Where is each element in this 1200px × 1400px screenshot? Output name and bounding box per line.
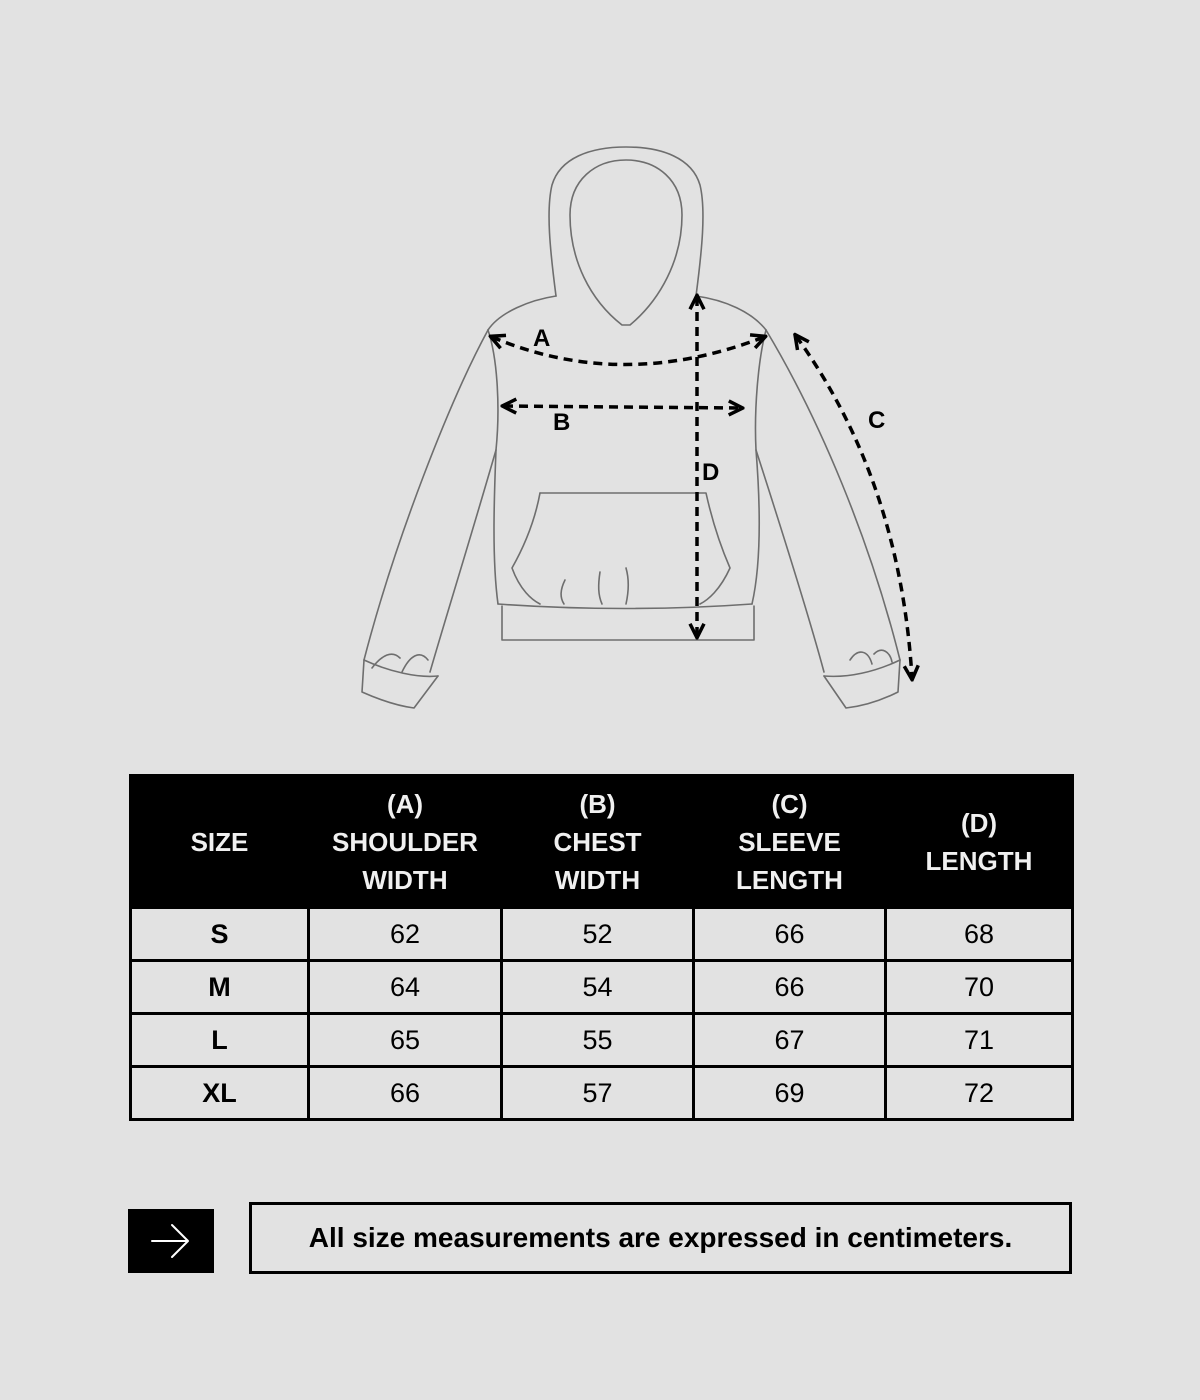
table-row [131,908,1073,961]
label-c: C [868,407,886,434]
header-line: LENGTH [925,845,1033,876]
header-line: SHOULDER [332,826,478,857]
measurement-arrows [492,297,912,678]
length-cell: 70 [886,961,1073,1014]
sleeve-cell: 66 [694,908,886,961]
header-line: (B) [579,788,616,819]
header-line: SLEEVE [738,826,841,857]
header-line: (A) [386,788,424,819]
size-cell: L [131,1014,309,1067]
hoodie-outline [362,147,900,708]
table-row [131,1014,1073,1067]
chest-arrow [504,406,741,408]
size-cell: XL [131,1067,309,1120]
header-line: WIDTH [362,864,448,895]
sleeve-arrow [796,336,912,678]
header-chest-width [502,776,694,908]
header-length [886,776,1073,908]
header-line: WIDTH [554,864,641,895]
arrow-badge [128,1209,214,1273]
length-cell: 72 [886,1067,1073,1120]
header-shoulder-width [309,776,502,908]
shoulder-cell: 64 [309,961,502,1014]
length-cell: 71 [886,1014,1073,1067]
chest-cell: 52 [502,908,694,961]
header-line: SIZE [190,826,249,857]
size-cell: S [131,908,309,961]
table-row [131,1067,1073,1120]
size-table [129,774,1074,1121]
length-cell: 68 [886,908,1073,961]
shoulder-cell: 66 [309,1067,502,1120]
sleeve-cell: 69 [694,1067,886,1120]
table-header-row [131,776,1073,908]
label-d: D [702,459,720,486]
shoulder-cell: 62 [309,908,502,961]
label-b: B [553,409,571,436]
units-note-text: All size measurements are expressed in centimeters. [308,1222,1013,1253]
header-line: CHEST [553,826,642,857]
arrow-right-icon [149,1221,193,1261]
header-sleeve-length [694,776,886,908]
sleeve-cell: 67 [694,1014,886,1067]
header-line: (C) [771,788,808,819]
chest-cell: 55 [502,1014,694,1067]
size-cell: M [131,961,309,1014]
chest-cell: 57 [502,1067,694,1120]
table-row [131,961,1073,1014]
header-line: (D) [960,807,998,838]
label-a: A [533,325,551,352]
shoulder-cell: 65 [309,1014,502,1067]
chest-cell: 54 [502,961,694,1014]
header-line: LENGTH [736,864,843,895]
sleeve-cell: 66 [694,961,886,1014]
units-note [249,1202,1072,1274]
header-size [131,776,309,908]
